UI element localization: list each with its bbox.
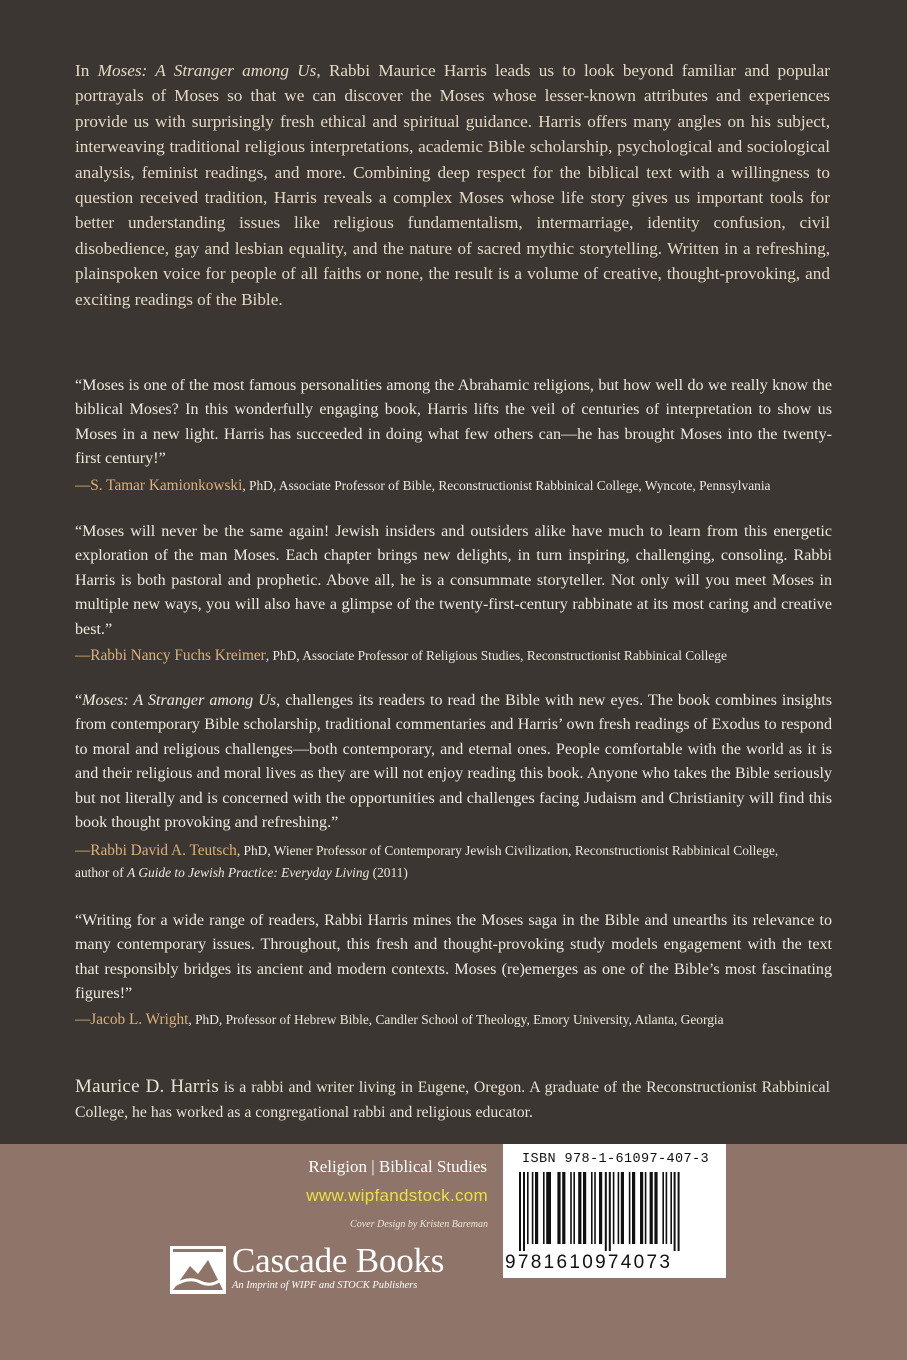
- book-category: Religion | Biblical Studies: [308, 1157, 487, 1176]
- publisher-website-link[interactable]: www.wipfandstock.com: [306, 1186, 488, 1205]
- endorsement-attribution-2: —Rabbi Nancy Fuchs Kreimer, PhD, Associate Professor of Religious Studies, Reconstructionist Rabbinical College: [75, 647, 727, 664]
- endorsement-quote-4: “Writing for a wide range of readers, Rabbi Harris mines the Moses saga in the Bible and unearths its relevance to many contemporary issues. Throughout, this fresh and thought-provoking study models engagement with the text that responsibly bridges its ancient and modern contexts. Moses (re)emerges as one of the Bible’s most fascinating figures!”: [75, 912, 832, 1003]
- mountain-logo-icon: [170, 1246, 226, 1294]
- publisher-logo: [170, 1242, 490, 1298]
- endorsement-attribution-3: —Rabbi David A. Teutsch, PhD, Wiener Professor of Contemporary Jewish Civilization, Reconstructionist Rabbinical College,: [75, 842, 779, 859]
- cover-design-credit: Cover Design by Kristen Bareman: [350, 1219, 488, 1230]
- author-name: Maurice D. Harris: [75, 1076, 220, 1097]
- author-bio: Maurice D. Harris is a rabbi and writer living in Eugene, Oregon. A graduate of the Reconstructionist Rabbinical College, he has worked as a congregational rabbi and religious educator.: [75, 1076, 830, 1121]
- endorsement-quote-3: “Moses: A Stranger among Us, challenges its readers to read the Bible with new eyes. The book combines insights from contemporary Bible scholarship, traditional commentaries and Harris’ own fresh readings of Exodus to respond to moral and religious challenges—both contemporary, and eternal ones. People comfortable with the world as it is and their religious and moral lives as they are will not enjoy reading this book. Anyone who takes the Bible seriously but not literally and is concerned with the opportunities and challenges facing Judaism and Christianity will find this book thought provoking and refreshing.”: [75, 692, 832, 832]
- endorsement-quote-2: “Moses will never be the same again! Jewish insiders and outsiders alike have much to learn from this energetic exploration of the man Moses. Each chapter brings new delights, in turn inspiring, challenging, consoling. Rabbi Harris is both pastoral and prophetic. Above all, he is a consummate storyteller. Not only will you meet Moses in multiple new ways, you will also have a glimpse of the twenty-first-century rabbinate at its most caring and creative best.”: [75, 523, 832, 638]
- publisher-imprint: An Imprint of WIPF and STOCK Publishers: [232, 1280, 418, 1291]
- endorsement-attribution-4: —Jacob L. Wright, PhD, Professor of Hebrew Bible, Candler School of Theology, Emory University, Atlanta, Georgia: [75, 1011, 724, 1028]
- isbn-barcode: [503, 1144, 726, 1278]
- isbn-label: ISBN 978-1-61097-407-3: [522, 1152, 710, 1167]
- endorsement-attribution-3-line-2: author of A Guide to Jewish Practice: Everyday Living (2011): [75, 865, 408, 880]
- endorsement-attribution-1: —S. Tamar Kamionkowski, PhD, Associate Professor of Bible, Reconstructionist Rabbinical College, Wyncote, Pennsylvania: [75, 477, 771, 494]
- barcode-bars: [519, 1172, 719, 1251]
- book-description: In Moses: A Stranger among Us, Rabbi Maurice Harris leads us to look beyond familiar and popular portrayals of Moses so that we can discover the Moses whose lesser-known attributes and experiences provide us with surprisingly fresh ethical and spiritual guidance. Harris offers many angles on his subject, interweaving traditional religious interpretations, academic Bible scholarship, psychological and sociological analysis, feminist readings, and more. Combining deep respect for the biblical text with a willingness to question received tradition, Harris reveals a complex Moses whose life story gives us important tools for better understanding issues like religious fundamentalism, intermarriage, identity confusion, civil disobedience, gay and lesbian equality, and the nature of sacred mythic storytelling. Written in a refreshing, plainspoken voice for people of all faiths or none, the result is a volume of creative, thought-provoking, and exciting readings of the Bible.: [75, 61, 831, 309]
- publisher-name: Cascade Books: [232, 1241, 445, 1280]
- book-title: Moses: A Stranger among Us: [97, 61, 317, 80]
- isbn-digits: 9781610974073: [505, 1252, 673, 1273]
- endorsement-quote-1: “Moses is one of the most famous personalities among the Abrahamic religions, but how well do we really know the biblical Moses? In this wonderfully engaging book, Harris lifts the veil of centuries of interpretation to show us Moses in a new light. Harris has succeeded in doing what few others can—he has brought Moses into the twenty-first century!”: [75, 377, 832, 468]
